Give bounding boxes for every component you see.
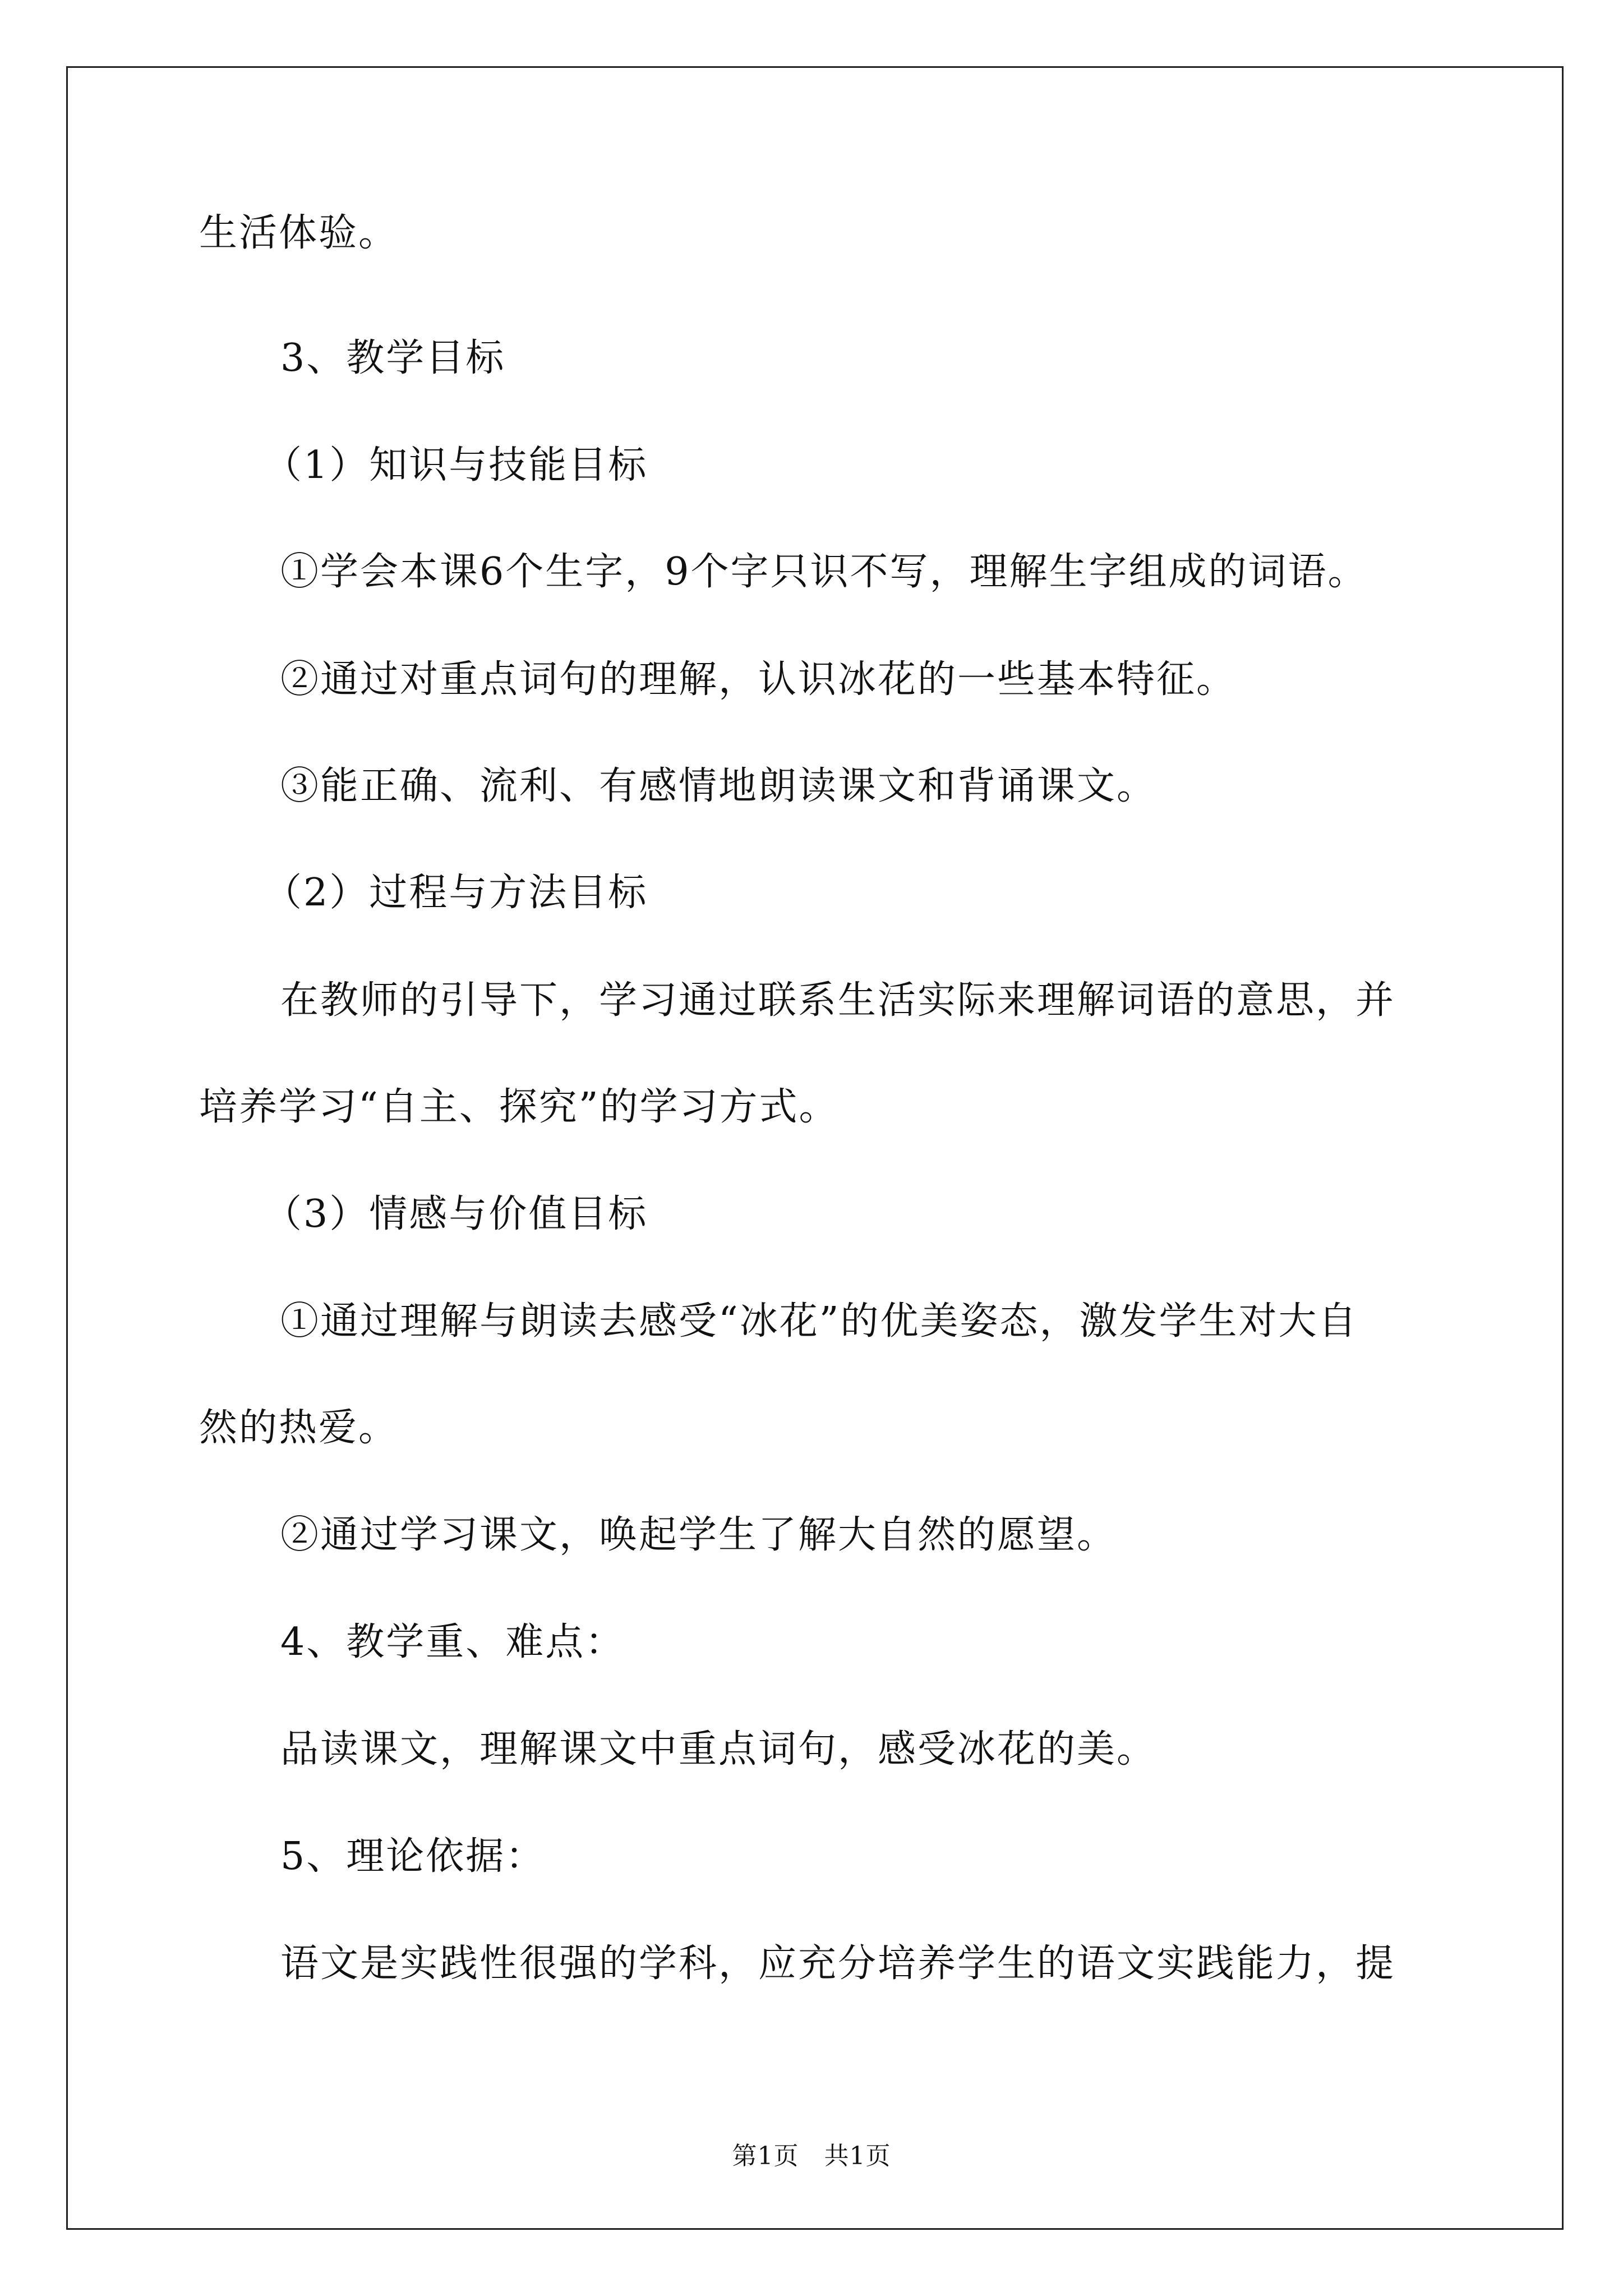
text-line: ③能正确、流利、有感情地朗读课文和背诵课文。 <box>280 764 1157 808</box>
section-heading: 5、理论依据： <box>280 1834 546 1879</box>
text-line: 品读课文，理解课文中重点词句，感受冰花的美。 <box>280 1727 1157 1772</box>
subsection-heading: （3）情感与价值目标 <box>264 1192 648 1236</box>
subsection-heading: （1）知识与技能目标 <box>264 443 648 487</box>
section-heading: 4、教学重、难点： <box>280 1620 625 1664</box>
text-line: 语文是实践性很强的学科，应充分培养学生的语文实践能力，提 <box>280 1941 1396 1986</box>
page-footer: 第1页 共1页 <box>732 2142 891 2170</box>
page-border <box>66 66 1564 2230</box>
text-line: ①学会本课6个生字，9个字只识不写，理解生字组成的词语。 <box>280 550 1368 594</box>
text-line: 生活体验。 <box>199 211 399 255</box>
section-heading: 3、教学目标 <box>280 336 506 380</box>
subsection-heading: （2）过程与方法目标 <box>264 871 648 915</box>
text-line: ①通过理解与朗读去感受“冰花”的优美姿态，激发学生对大自 <box>280 1299 1358 1343</box>
text-line: ②通过学习课文，唤起学生了解大自然的愿望。 <box>280 1513 1117 1557</box>
text-line: 然的热爱。 <box>199 1406 399 1450</box>
text-line: 培养学习“自主、探究”的学习方式。 <box>199 1085 839 1129</box>
text-line: 在教师的引导下，学习通过联系生活实际来理解词语的意思，并 <box>280 978 1396 1023</box>
text-line: ②通过对重点词句的理解，认识冰花的一些基本特征。 <box>280 657 1237 702</box>
